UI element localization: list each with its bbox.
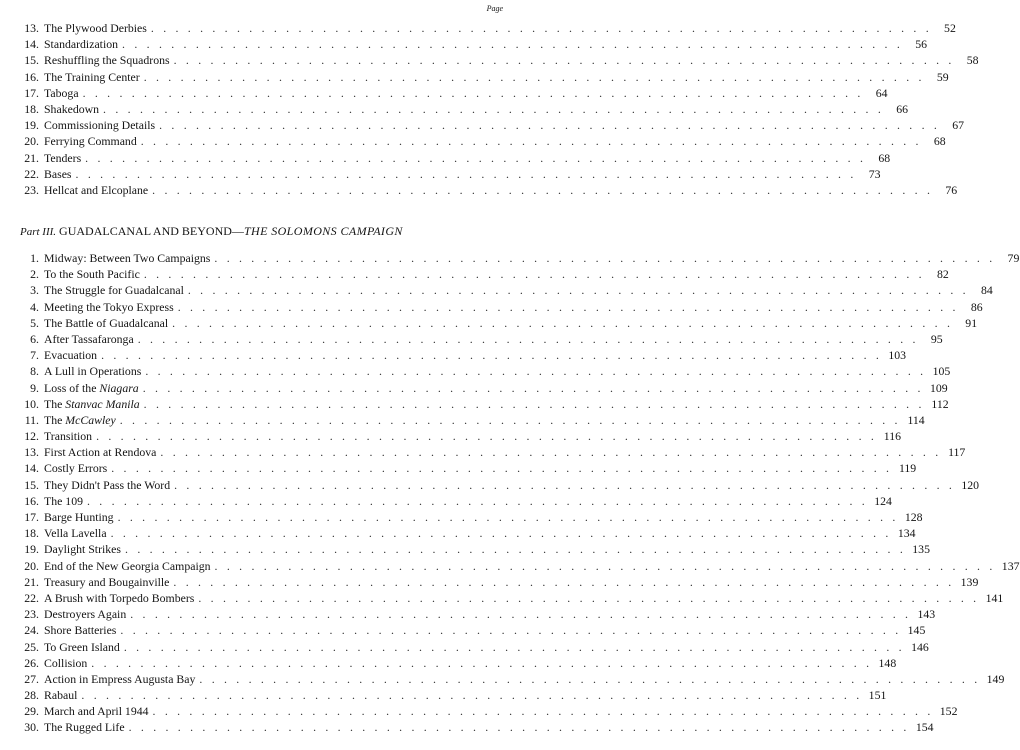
entry-page: 86 [970, 299, 983, 314]
entry-page: 152 [939, 704, 958, 719]
toc-entry [20, 150, 891, 166]
entry-title: After Tassafaronga [44, 331, 134, 346]
entry-number: 23. [24, 607, 39, 622]
toc-entry [20, 347, 907, 363]
entry-title: Transition [44, 429, 93, 444]
entry-title [39, 380, 143, 396]
dot-leader: . . . . . . . . . . . . . . . . . . . . . . . . . . . . . . . . . . . . . . . . . . . . . . . . . . . . . . . . . . . . . . . . [143, 267, 925, 282]
entry-number: 19. [24, 118, 39, 133]
entry-page: 148 [878, 655, 897, 670]
entry-page: 82 [936, 267, 949, 282]
entry-number: 15. [24, 53, 39, 68]
entry-page: 56 [915, 37, 927, 52]
dot-leader: . . . . . . . . . . . . . . . . . . . . . . . . . . . . . . . . . . . . . . . . . . . . . . . . . . . . . . . . . . . . . . . . [150, 21, 932, 35]
dot-leader: . . . . . . . . . . . . . . . . . . . . . . . . . . . . . . . . . . . . . . . . . . . . . . . . . . . . . . . . . . . . . . . . [198, 590, 980, 605]
entry-page: 154 [915, 720, 934, 735]
entry-title: Daylight Strikes [44, 542, 122, 557]
entry-title: Midway: Between Two Campaigns [44, 251, 211, 265]
dot-leader: . . . . . . . . . . . . . . . . . . . . . . . . . . . . . . . . . . . . . . . . . . . . . . . . . . . . . . . . . . . . . . . . [81, 688, 863, 703]
entry-number: 15. [24, 477, 39, 492]
entry-number: 30. [24, 720, 39, 735]
toc-entry [20, 428, 902, 444]
toc-entry [20, 444, 966, 460]
toc-entry [20, 331, 943, 347]
dot-leader: . . . . . . . . . . . . . . . . . . . . . . . . . . . . . . . . . . . . . . . . . . . . . . . . . . . . . . . . . . . . . . . . [159, 118, 941, 133]
dot-leader: . . . . . . . . . . . . . . . . . . . . . . . . . . . . . . . . . . . . . . . . . . . . . . . . . . . . . . . . . . . . . . . . [140, 134, 922, 149]
dot-leader: . . . . . . . . . . . . . . . . . . . . . . . . . . . . . . . . . . . . . . . . . . . . . . . . . . . . . . . . . . . . . . . . [101, 348, 883, 363]
entry-title: Taboga [44, 85, 79, 100]
dot-leader: . . . . . . . . . . . . . . . . . . . . . . . . . . . . . . . . . . . . . . . . . . . . . . . . . . . . . . . . . . . . . . . . [177, 299, 959, 314]
entry-page: 103 [888, 348, 907, 363]
dot-leader: . . . . . . . . . . . . . . . . . . . . . . . . . . . . . . . . . . . . . . . . . . . . . . . . . . . . . . . . . . . . . . . . [82, 85, 864, 100]
entry-title [39, 412, 120, 428]
entry-title: Bases [44, 166, 72, 181]
dot-leader: . . . . . . . . . . . . . . . . . . . . . . . . . . . . . . . . . . . . . . . . . . . . . . . . . . . . . . . . . . . . . . . . [199, 671, 981, 686]
entry-page: 66 [896, 101, 908, 116]
entry-title: Evacuation [44, 348, 98, 363]
dot-leader: . . . . . . . . . . . . . . . . . . . . . . . . . . . . . . . . . . . . . . . . . . . . . . . . . . . . . . . . . . . . . . . . [120, 623, 902, 638]
dot-leader: . . . . . . . . . . . . . . . . . . . . . . . . . . . . . . . . . . . . . . . . . . . . . . . . . . . . . . . . . . . . . . . . [173, 574, 955, 589]
toc-list-part-two [20, 20, 979, 198]
toc-entry [20, 639, 929, 655]
entry-number: 17. [24, 85, 39, 100]
toc-entry [20, 117, 965, 133]
toc-entry [20, 655, 897, 671]
entry-title: Action in Empress Augusta Bay [44, 671, 196, 686]
dot-leader: . . . . . . . . . . . . . . . . . . . . . . . . . . . . . . . . . . . . . . . . . . . . . . . . . . . . . . . . . . . . . . . . [123, 639, 905, 654]
dot-leader: . . . . . . . . . . . . . . . . . . . . . . . . . . . . . . . . . . . . . . . . . . . . . . . . . . . . . . . . . . . . . . . . [152, 704, 934, 719]
entry-title: The Battle of Guadalcanal [44, 315, 169, 330]
entry-number: 21. [24, 574, 39, 589]
entry-title: Reshuffling the Squadrons [44, 53, 170, 68]
dot-leader: . . . . . . . . . . . . . . . . . . . . . . . . . . . . . . . . . . . . . . . . . . . . . . . . . . . . . . . . . . . . . . . . [143, 396, 925, 411]
entry-title: The Training Center [44, 69, 140, 84]
entry-number: 11. [24, 412, 39, 427]
entry-number: 13. [24, 21, 39, 35]
entry-page: 73 [868, 166, 881, 181]
dot-leader: . . . . . . . . . . . . . . . . . . . . . . . . . . . . . . . . . . . . . . . . . . . . . . . . . . . . . . . . . . . . . . . . [103, 101, 884, 116]
toc-entry [20, 133, 946, 149]
entry-title-italic: Niagara [99, 380, 139, 395]
entry-page: 117 [948, 445, 966, 460]
entry-number: 16. [24, 493, 39, 508]
toc-entry [20, 412, 925, 428]
page-column-label: Page [486, 4, 503, 13]
entry-page: 137 [1001, 558, 1020, 573]
entry-title: The 109 [44, 493, 83, 508]
dot-leader: . . . . . . . . . . . . . . . . . . . . . . . . . . . . . . . . . . . . . . . . . . . . . . . . . . . . . . . . . . . . . . . . [143, 69, 925, 84]
entry-number: 6. [30, 331, 39, 346]
entry-number: 2. [30, 267, 39, 282]
entry-number: 26. [24, 655, 39, 670]
dot-leader: . . . . . . . . . . . . . . . . . . . . . . . . . . . . . . . . . . . . . . . . . . . . . . . . . . . . . . . . . . . . . . . . [160, 445, 942, 460]
toc-entry [20, 250, 1020, 266]
entry-number: 21. [24, 150, 39, 165]
entry-number: 3. [30, 283, 39, 298]
toc-entry [20, 541, 930, 557]
dot-leader: . . . . . . . . . . . . . . . . . . . . . . . . . . . . . . . . . . . . . . . . . . . . . . . . . . . . . . . . . . . . . . . . [214, 251, 996, 265]
entry-number: 4. [30, 299, 39, 314]
toc-entry [20, 622, 926, 638]
entry-page: 135 [912, 542, 930, 557]
entry-page: 105 [932, 364, 951, 379]
toc-list-part-three [20, 250, 1020, 736]
entry-page: 58 [966, 53, 979, 68]
entry-number: 24. [24, 623, 39, 638]
entry-number: 25. [24, 639, 39, 654]
part-three-heading [20, 223, 494, 240]
entry-title: Barge Hunting [44, 510, 114, 524]
entry-number: 14. [24, 37, 39, 52]
part-label: Part III. [20, 226, 57, 238]
dot-leader: . . . . . . . . . . . . . . . . . . . . . . . . . . . . . . . . . . . . . . . . . . . . . . . . . . . . . . . . . . . . . . . . [85, 150, 867, 165]
entry-title-italic: McCawley [65, 412, 116, 427]
toc-entry [20, 166, 881, 182]
entry-number: 16. [24, 69, 39, 84]
entry-number: 19. [24, 542, 39, 557]
dot-leader: . . . . . . . . . . . . . . . . . . . . . . . . . . . . . . . . . . . . . . . . . . . . . . . . . . . . . . . . . . . . . . . . [87, 493, 868, 508]
entry-title: Shakedown [44, 101, 100, 116]
entry-title: Meeting the Tokyo Express [44, 299, 174, 314]
entry-number: 1. [30, 251, 39, 265]
entry-title: To the South Pacific [44, 267, 140, 282]
toc-entry [20, 266, 949, 282]
entry-page: 128 [904, 510, 923, 524]
toc-entry [20, 363, 951, 379]
toc-entry [20, 671, 1005, 687]
toc-entry [20, 477, 980, 493]
toc-entry [20, 606, 936, 622]
entry-number: 18. [24, 101, 39, 116]
entry-number: 13. [24, 445, 39, 460]
dot-leader: . . . . . . . . . . . . . . . . . . . . . . . . . . . . . . . . . . . . . . . . . . . . . . . . . . . . . . . . . . . . . . . . [130, 607, 912, 622]
toc-entry [20, 719, 934, 735]
entry-page: 79 [1007, 251, 1020, 265]
toc-entry [20, 182, 958, 198]
entry-title: Standardization [44, 37, 119, 52]
entry-title: They Didn't Pass the Word [44, 477, 171, 492]
entry-title: The Struggle for Guadalcanal [44, 283, 184, 298]
dot-leader: . . . . . . . . . . . . . . . . . . . . . . . . . . . . . . . . . . . . . . . . . . . . . . . . . . . . . . . . . . . . . . . . [110, 526, 892, 541]
entry-number: 22. [24, 166, 39, 181]
toc-entry [20, 396, 949, 412]
entry-page: 143 [917, 607, 936, 622]
entry-page: 134 [897, 526, 916, 541]
toc-entry [20, 36, 927, 52]
dot-leader: . . . . . . . . . . . . . . . . . . . . . . . . . . . . . . . . . . . . . . . . . . . . . . . . . . . . . . . . . . . . . . . . [145, 364, 927, 379]
entry-page: 64 [875, 85, 888, 100]
entry-number: 14. [24, 461, 39, 476]
dot-leader: . . . . . . . . . . . . . . . . . . . . . . . . . . . . . . . . . . . . . . . . . . . . . . . . . . . . . . . . . . . . . . . . [96, 429, 878, 444]
entry-page: 68 [878, 150, 891, 165]
entry-page: 146 [911, 639, 929, 654]
part-title: GUADALCANAL AND BEYOND— [59, 224, 244, 238]
entry-title-italic: Stanvac Manila [65, 396, 140, 411]
toc-entry [20, 574, 979, 590]
dot-leader: . . . . . . . . . . . . . . . . . . . . . . . . . . . . . . . . . . . . . . . . . . . . . . . . . . . . . . . . . . . . . . . . [117, 510, 899, 524]
entry-page: 59 [936, 69, 949, 84]
entry-number: 12. [24, 429, 39, 444]
toc-entry [20, 52, 979, 68]
entry-page: 141 [985, 590, 1004, 605]
entry-title: Hellcat and Elcoplane [44, 182, 149, 197]
entry-page: 124 [874, 493, 892, 508]
entry-number: 23. [24, 182, 39, 197]
entry-number: 28. [24, 688, 39, 703]
entry-page: 114 [907, 412, 925, 427]
dot-leader: . . . . . . . . . . . . . . . . . . . . . . . . . . . . . . . . . . . . . . . . . . . . . . . . . . . . . . . . . . . . . . . . [187, 283, 969, 298]
entry-page: 119 [898, 461, 917, 476]
entry-title-text: Loss of the [44, 380, 100, 395]
entry-page: 52 [944, 21, 956, 35]
toc-entry [20, 380, 948, 396]
entry-number: 8. [30, 364, 39, 379]
entry-page: 84 [981, 283, 993, 298]
entry-number: 7. [30, 348, 39, 363]
dot-leader: . . . . . . . . . . . . . . . . . . . . . . . . . . . . . . . . . . . . . . . . . . . . . . . . . . . . . . . . . . . . . . . . [152, 182, 934, 197]
entry-page: 91 [965, 315, 978, 330]
entry-page: 151 [868, 688, 887, 703]
entry-number: 22. [24, 590, 39, 605]
toc-entry [20, 687, 887, 703]
entry-number: 10. [24, 396, 39, 411]
entry-title: The Plywood Derbies [44, 21, 147, 35]
entry-title-text: The [44, 396, 66, 411]
dot-leader: . . . . . . . . . . . . . . . . . . . . . . . . . . . . . . . . . . . . . . . . . . . . . . . . . . . . . . . . . . . . . . . . [137, 331, 919, 346]
toc-entry [20, 460, 917, 476]
entry-title: Vella Lavella [44, 526, 107, 541]
entry-title: The Rugged Life [44, 720, 125, 735]
entry-page: 112 [931, 396, 949, 411]
entry-title: March and April 1944 [44, 704, 149, 719]
entry-number: 20. [24, 558, 39, 573]
toc-entry [20, 299, 983, 315]
dot-leader: . . . . . . . . . . . . . . . . . . . . . . . . . . . . . . . . . . . . . . . . . . . . . . . . . . . . . . . . . . . . . . . . [128, 720, 910, 735]
entry-title: Destroyers Again [44, 607, 127, 622]
entry-title: Collision [44, 655, 88, 670]
dot-leader: . . . . . . . . . . . . . . . . . . . . . . . . . . . . . . . . . . . . . . . . . . . . . . . . . . . . . . . . . . . . . . . . [214, 558, 996, 573]
entry-page: 120 [961, 477, 980, 492]
toc-entry [20, 590, 1004, 606]
entry-page: 145 [907, 623, 926, 638]
entry-page: 109 [929, 380, 948, 395]
dot-leader: . . . . . . . . . . . . . . . . . . . . . . . . . . . . . . . . . . . . . . . . . . . . . . . . . . . . . . . . . . . . . . . . [174, 477, 956, 492]
entry-title: End of the New Georgia Campaign [44, 558, 211, 573]
toc-entry [20, 703, 958, 719]
toc-entry [20, 315, 978, 331]
entry-page: 67 [952, 118, 965, 133]
entry-number: 29. [24, 704, 39, 719]
entry-title: Shore Batteries [44, 623, 117, 638]
entry-title-text: The [44, 412, 66, 427]
toc-entry [20, 525, 916, 541]
toc-entry [20, 282, 993, 298]
dot-leader: . . . . . . . . . . . . . . . . . . . . . . . . . . . . . . . . . . . . . . . . . . . . . . . . . . . . . . . . . . . . . . . . [91, 655, 873, 670]
dot-leader: . . . . . . . . . . . . . . . . . . . . . . . . . . . . . . . . . . . . . . . . . . . . . . . . . . . . . . . . . . . . . . . . [142, 380, 924, 395]
entry-page: 139 [960, 574, 979, 589]
toc-entry [20, 69, 949, 85]
entry-page: 68 [933, 134, 946, 149]
dot-leader: . . . . . . . . . . . . . . . . . . . . . . . . . . . . . . . . . . . . . . . . . . . . . . . . . . . . . . . . . . . . . . . . [125, 542, 906, 557]
dot-leader: . . . . . . . . . . . . . . . . . . . . . . . . . . . . . . . . . . . . . . . . . . . . . . . . . . . . . . . . . . . . . . . . [111, 461, 893, 476]
entry-page: 76 [945, 182, 958, 197]
toc-entry [20, 101, 908, 117]
entry-title: A Lull in Operations [44, 364, 142, 379]
dot-leader: . . . . . . . . . . . . . . . . . . . . . . . . . . . . . . . . . . . . . . . . . . . . . . . . . . . . . . . . . . . . . . . . [122, 37, 903, 52]
entry-title: Commissioning Details [44, 118, 156, 133]
entry-page: 116 [883, 429, 902, 444]
part-subtitle: THE SOLOMONS CAMPAIGN [243, 224, 403, 238]
entry-page: 149 [986, 671, 1005, 686]
entry-title: Rabaul [44, 688, 78, 703]
entry-title: Treasury and Bougainville [44, 574, 170, 589]
dot-leader: . . . . . . . . . . . . . . . . . . . . . . . . . . . . . . . . . . . . . . . . . . . . . . . . . . . . . . . . . . . . . . . . [173, 53, 955, 68]
entry-number: 20. [24, 134, 39, 149]
entry-number: 27. [24, 671, 39, 686]
entry-title: A Brush with Torpedo Bombers [44, 590, 195, 605]
entry-number: 5. [30, 315, 39, 330]
entry-page: 95 [930, 331, 943, 346]
entry-number: 17. [24, 510, 39, 524]
entry-title: First Action at Rendova [44, 445, 157, 460]
entry-title: To Green Island [44, 639, 120, 654]
toc-entry [20, 558, 1020, 574]
dot-leader: . . . . . . . . . . . . . . . . . . . . . . . . . . . . . . . . . . . . . . . . . . . . . . . . . . . . . . . . . . . . . . . . [172, 315, 954, 330]
toc-entry [20, 493, 892, 509]
toc-entry [20, 509, 923, 525]
entry-number: 9. [30, 380, 39, 395]
dot-leader: . . . . . . . . . . . . . . . . . . . . . . . . . . . . . . . . . . . . . . . . . . . . . . . . . . . . . . . . . . . . . . . . [119, 412, 901, 427]
entry-title: Tenders [44, 150, 82, 165]
toc-entry [20, 85, 888, 101]
toc-entry [20, 20, 956, 36]
entry-title [39, 396, 144, 412]
entry-number: 18. [24, 526, 39, 541]
entry-title: Ferrying Command [44, 134, 137, 149]
entry-title: Costly Errors [44, 461, 108, 476]
dot-leader: . . . . . . . . . . . . . . . . . . . . . . . . . . . . . . . . . . . . . . . . . . . . . . . . . . . . . . . . . . . . . . . . [75, 166, 857, 181]
